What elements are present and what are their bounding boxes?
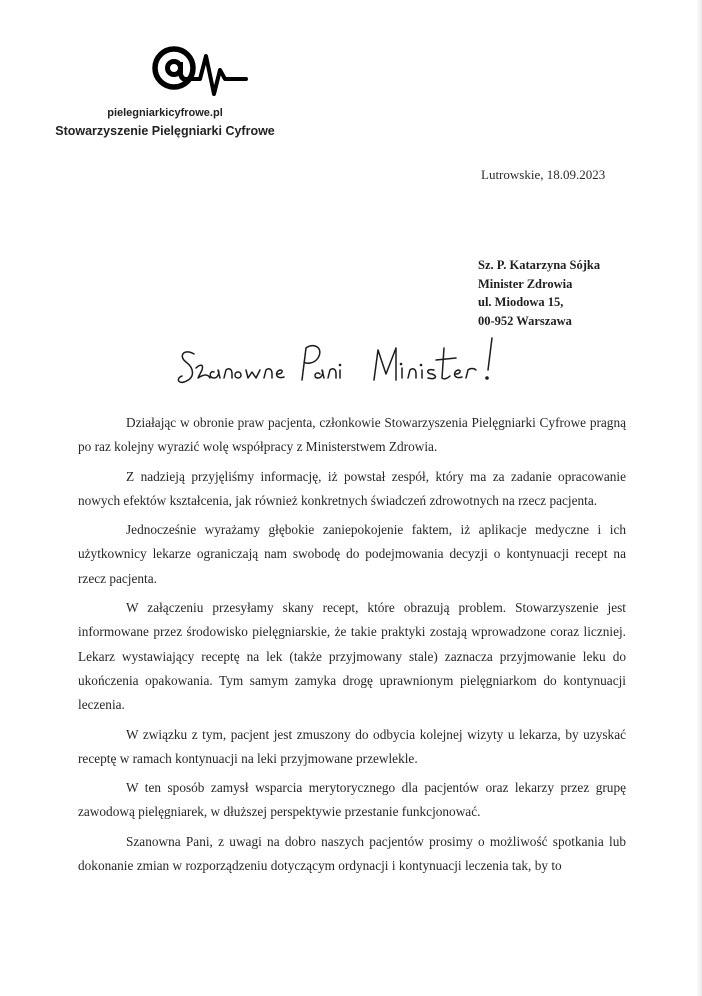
scan-edge-shadow <box>696 0 702 996</box>
website-url: pielegniarkicyfrowe.pl <box>107 107 223 119</box>
recipient-address <box>478 256 600 330</box>
letter-body <box>78 411 626 883</box>
body-paragraph: W ten sposób zamysł wsparcia merytorycznego dla pacjentów oraz lekarzy przez grupę zawodową pielęgniarek, w dłuższej perspektywie przestanie funkcjonować. <box>78 780 626 820</box>
body-paragraph: Jednocześnie wyrażamy głębokie zaniepokojenie faktem, iż aplikacje medyczne i ich użytkownicy lekarze ograniczają nam swobodę do podejmowania decyzji o kontynuacji recept na rzecz pacjenta. <box>78 522 626 586</box>
recipient-street: ul. Miodowa 15, <box>478 295 564 309</box>
organization-name: Stowarzyszenie Pielęgniarki Cyfrowe <box>55 124 275 138</box>
date-line: Lutrowskie, 18.09.2023 <box>481 167 606 182</box>
at-sign-heartbeat-icon <box>150 40 250 106</box>
body-paragraph: Z nadzieją przyjęliśmy informację, iż powstał zespół, który ma za zadanie opracowanie nowych efektów kształcenia, jak również konkretnych świadczeń zdrowotnych na rzecz pacjenta. <box>78 468 626 508</box>
recipient-title: Minister Zdrowia <box>478 276 573 291</box>
recipient-city: 00-952 Warszawa <box>478 313 572 328</box>
recipient-name: Sz. P. Katarzyna Sójka <box>478 258 601 272</box>
body-paragraph: W załączeniu przesyłamy skany recept, które obrazują problem. Stowarzyszenie jest informowane przez środowisko pielęgniarskie, że takie praktyki zostają wprowadzone coraz liczniej. Lekarz wystawiający receptę na lek (także przyjmowany stale) zaznacza przyjmowanie leku do ukończenia opakowania. Tym samym zamyka drogę uprawnionym pielęgniarkom do kontynuacji leczenia. <box>78 600 626 713</box>
body-paragraph: Działając w obronie praw pacjenta, członkowie Stowarzyszenia Pielęgniarki Cyfrowe pragną po raz kolejny wyrazić wolę współpracy z Ministerstwem Zdrowia. <box>78 415 626 455</box>
handwritten-salutation <box>174 334 514 394</box>
body-paragraph: W związku z tym, pacjent jest zmuszony do odbycia kolejnej wizyty u lekarza, by uzyskać receptę w ramach kontynuacji na leki przyjmowane przewlekle. <box>78 726 626 766</box>
body-paragraph: Szanowna Pani, z uwagi na dobro naszych pacjentów prosimy o możliwość spotkania lub dokonanie zmian w rozporządzeniu dotyczącym ordynacji i kontynuacji leczenia tak, by to <box>78 833 626 874</box>
